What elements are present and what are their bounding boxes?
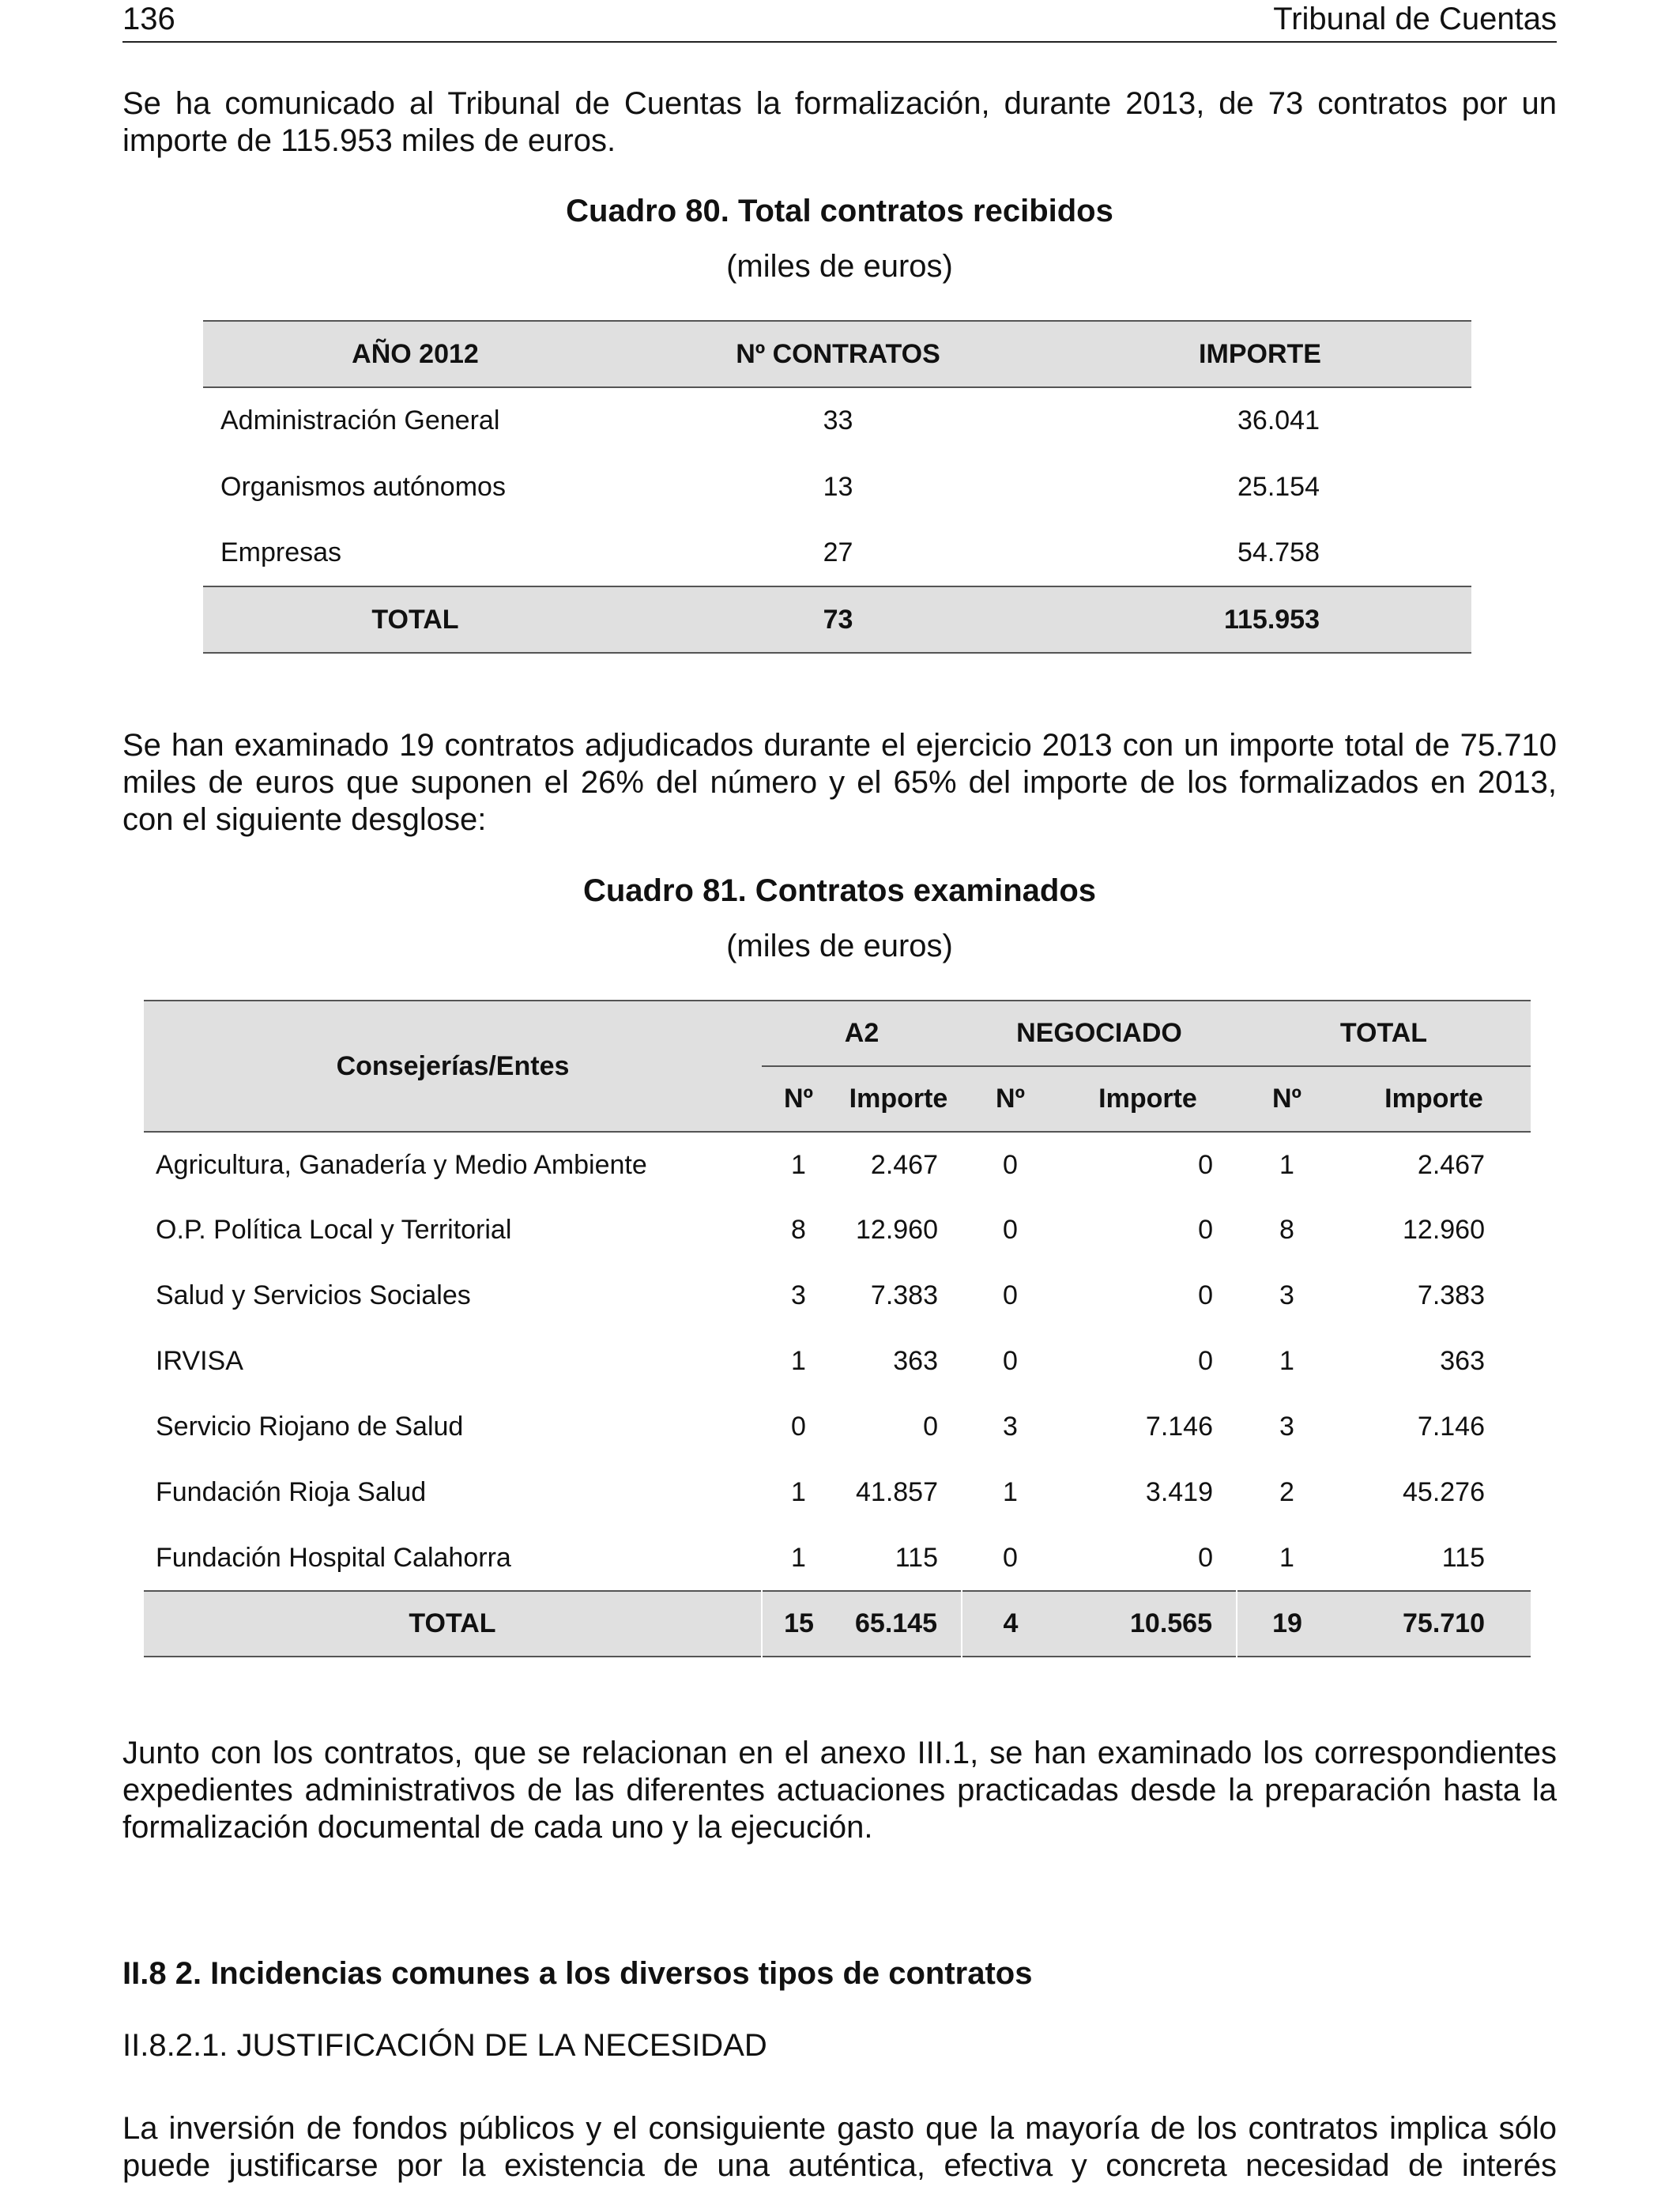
page-header [122, 0, 1557, 43]
negociado-amount: 7.146 [1145, 1412, 1213, 1442]
negociado-num: 0 [1003, 1542, 1018, 1573]
negociado-num: 0 [1003, 1215, 1018, 1245]
section-heading: II.8 2. Incidencias comunes a los diversos tipos de contratos [122, 1956, 1033, 1991]
row-label: IRVISA [156, 1346, 243, 1376]
total-label: TOTAL [371, 604, 459, 635]
a2-amount: 12.960 [856, 1215, 938, 1245]
row-label: Fundación Hospital Calahorra [156, 1542, 511, 1573]
total-amount: 45.276 [1403, 1477, 1485, 1507]
table81-group-a2: A2 [762, 1001, 962, 1066]
table-row [144, 1197, 1531, 1263]
table-row [144, 1263, 1531, 1329]
negociado-amount: 0 [1198, 1280, 1213, 1310]
table-80 [203, 320, 1471, 654]
row-label: O.P. Política Local y Territorial [156, 1215, 512, 1245]
a2-num: 8 [791, 1215, 806, 1245]
a2-amount: 0 [923, 1412, 938, 1442]
row-label: Administración General [220, 405, 500, 435]
running-title: Tribunal de Cuentas [1273, 2, 1557, 36]
table80-header-count: Nº CONTRATOS [736, 338, 940, 369]
a2-amount: 363 [893, 1346, 938, 1376]
row-label: Organismos autónomos [220, 471, 506, 502]
total-num: 1 [1279, 1149, 1294, 1180]
total-amount: 363 [1440, 1346, 1485, 1376]
a2-amount: 115 [895, 1542, 938, 1573]
paragraph-intro: Se ha comunicado al Tribunal de Cuentas la formalización, durante 2013, de 73 contratos por un importe de 115.953 miles de euros. [122, 86, 1557, 158]
negociado-num: 4 [962, 1591, 1059, 1657]
a2-amount: 2.467 [870, 1149, 938, 1180]
negociado-num: 0 [1003, 1280, 1018, 1310]
table80-header-row [203, 321, 1471, 387]
a2-amount: 41.857 [856, 1477, 938, 1507]
table80-total-row [203, 586, 1471, 653]
negociado-amount: 0 [1198, 1542, 1213, 1573]
paragraph-annex: Junto con los contratos, que se relacionan en el anexo III.1, se han examinado los correspondientes expedientes administrativos de las diferentes actuaciones practicadas desde la preparación hasta la formalización documental de cada uno y la ejecución. [122, 1736, 1557, 1845]
total-num: 19 [1237, 1591, 1337, 1657]
table-row [203, 387, 1471, 454]
a2-amount: 7.383 [870, 1280, 938, 1310]
subheader-num: Nº [1272, 1084, 1301, 1114]
table81-group-total: TOTAL [1237, 1001, 1531, 1066]
row-label: Salud y Servicios Sociales [156, 1280, 471, 1310]
row-label: Fundación Rioja Salud [156, 1477, 427, 1507]
negociado-num: 0 [1003, 1346, 1018, 1376]
table-row [144, 1132, 1531, 1197]
table-row [144, 1329, 1531, 1394]
paragraph-examined: Se han examinado 19 contratos adjudicados durante el ejercicio 2013 con un importe total de 75.710 miles de euros que suponen el 26% del número y el 65% del importe de los formalizados en 2013, con el siguiente desglose: [122, 728, 1557, 837]
total-num: 3 [1279, 1280, 1294, 1310]
total-count: 73 [823, 604, 853, 635]
negociado-amount: 0 [1198, 1346, 1213, 1376]
row-label: Empresas [220, 537, 342, 567]
negociado-amount: 3.419 [1145, 1477, 1213, 1507]
total-amount: 7.383 [1417, 1280, 1485, 1310]
a2-num: 15 [762, 1591, 835, 1657]
subheader-amount: Importe [1098, 1084, 1197, 1114]
negociado-amount: 0 [1198, 1149, 1213, 1180]
table81-header-entity: Consejerías/Entes [336, 1050, 570, 1081]
negociado-num: 3 [1003, 1412, 1018, 1442]
table81-total-row [144, 1591, 1531, 1657]
total-num: 1 [1279, 1542, 1294, 1573]
negociado-amount: 10.565 [1130, 1608, 1212, 1638]
table-row [203, 520, 1471, 586]
table-row [203, 454, 1471, 520]
a2-num: 1 [791, 1477, 806, 1507]
total-num: 8 [1279, 1215, 1294, 1245]
negociado-amount: 0 [1198, 1215, 1213, 1245]
a2-num: 3 [791, 1280, 806, 1310]
total-amount: 115.953 [1223, 604, 1320, 635]
row-count: 27 [823, 537, 853, 567]
table80-title: Cuadro 80. Total contratos recibidos [566, 194, 1113, 228]
table81-subtitle: (miles de euros) [726, 929, 953, 963]
total-amount: 7.146 [1417, 1412, 1485, 1442]
table80-subtitle: (miles de euros) [726, 249, 953, 284]
subheader-num: Nº [996, 1084, 1025, 1114]
total-num: 3 [1279, 1412, 1294, 1442]
subheader-num: Nº [784, 1084, 813, 1114]
row-label: Servicio Riojano de Salud [156, 1412, 464, 1442]
row-amount: 25.154 [1237, 471, 1320, 502]
table-row [144, 1460, 1531, 1525]
table-81 [144, 1000, 1531, 1657]
total-amount: 115 [1441, 1542, 1485, 1573]
row-amount: 36.041 [1237, 405, 1320, 435]
total-num: 1 [1279, 1346, 1294, 1376]
subsection-heading: II.8.2.1. JUSTIFICACIÓN DE LA NECESIDAD [122, 2028, 767, 2063]
table81-group-negociado: NEGOCIADO [962, 1001, 1237, 1066]
table-row [144, 1394, 1531, 1460]
negociado-num: 0 [1003, 1149, 1018, 1180]
total-amount: 2.467 [1417, 1149, 1485, 1180]
total-amount: 75.710 [1403, 1608, 1485, 1638]
a2-num: 1 [791, 1346, 806, 1376]
a2-num: 1 [791, 1149, 806, 1180]
negociado-num: 1 [1003, 1477, 1018, 1507]
row-count: 33 [823, 405, 853, 435]
total-amount: 12.960 [1403, 1215, 1485, 1245]
subheader-amount: Importe [1384, 1084, 1483, 1114]
table80-header-year: AÑO 2012 [352, 338, 479, 369]
table81-title: Cuadro 81. Contratos examinados [582, 873, 1097, 908]
page-number: 136 [122, 2, 175, 36]
paragraph-justification: La inversión de fondos públicos y el consiguiente gasto que la mayoría de los contratos implica sólo puede justificarse por la existencia de una auténtica, efectiva y concreta necesidad de interés [122, 2111, 1557, 2183]
table-row [144, 1525, 1531, 1591]
subheader-amount: Importe [849, 1084, 948, 1114]
total-label: TOTAL [409, 1608, 496, 1638]
a2-num: 1 [791, 1542, 806, 1573]
table81-header-row [144, 1001, 1531, 1066]
total-num: 2 [1279, 1477, 1294, 1507]
row-count: 13 [823, 471, 853, 502]
row-amount: 54.758 [1237, 537, 1320, 567]
row-label: Agricultura, Ganadería y Medio Ambiente [156, 1149, 647, 1180]
a2-amount: 65.145 [855, 1608, 937, 1638]
table80-header-amount: IMPORTE [1199, 338, 1321, 369]
a2-num: 0 [791, 1412, 806, 1442]
